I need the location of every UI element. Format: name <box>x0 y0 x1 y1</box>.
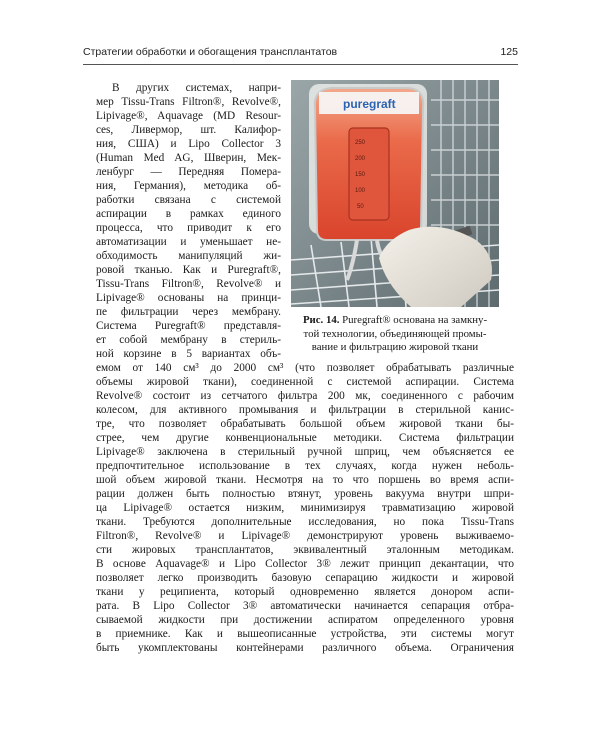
text-line: Filtron®, Revolve® и Lipivage® демонстрируют уровень выживаемо- <box>96 530 514 542</box>
running-header <box>83 46 518 58</box>
text-line: Revolve® состоит из сетчатого фильтра 200 мк, соединенного с рабочим <box>96 390 514 402</box>
text-line: в приемнике. Как и вышеописанные устройства, эти системы могут <box>96 628 514 640</box>
text-line: ет собой мембрану в стериль- <box>96 334 281 346</box>
figure-caption-text: Puregraft® основана на замкну- <box>339 314 488 326</box>
text-line: Tissu-Trans Filtron®, Revolve® и <box>96 278 281 290</box>
scale-mark: 50 <box>357 204 364 210</box>
figure-caption-line-3: вание и фильтрацию жировой ткани <box>311 341 479 353</box>
text-line: Lipivage® заключена в стерильный ручной шприц, чем объясняется ее <box>96 446 514 458</box>
text-line: (Human Med AG, Шверин, Мек- <box>96 152 281 164</box>
text-line: пе фильтрации через мембрану. <box>96 306 281 318</box>
text-line: колесом, для активного промывания и фильтрации в стерильной канис- <box>96 404 514 416</box>
text-line: ткани. Требуются дополнительные исследования, но пока Tissu-Trans <box>96 516 514 528</box>
text-line: сти жировых трансплантатов, эквивалентный эталонным методикам. <box>96 544 514 556</box>
text-line: ровой тканью. Как и Puregraft®, <box>96 264 281 276</box>
text-line: работки связана с системой <box>96 194 281 206</box>
text-line: рата. В Lipo Collector 3® автоматически начинается сепарация отбра- <box>96 600 514 612</box>
text-line: обходимость манипуляций жи- <box>96 250 281 262</box>
page-number: 125 <box>500 46 518 58</box>
text-line: стрее, чем другие конвенциональные методики. Система фильтрации <box>96 432 514 444</box>
text-line: мер Tissu-Trans Filtron®, Revolve®, <box>96 96 281 108</box>
text-line: ces, Ливермор, шт. Калифор- <box>96 124 281 136</box>
puregraft-device-illustration <box>291 80 499 307</box>
text-line: ленбург — Передняя Помера- <box>96 166 281 178</box>
text-line: позволяет легко производить базовую сепарацию жидкости и жировой <box>96 572 514 584</box>
text-line: Lipivage®, Aquavage (MD Resour- <box>96 110 281 122</box>
text-line: ткани у реципиента, который одновременно является донором аспи- <box>96 586 514 598</box>
figure-caption-line-2: той технологии, объединяющей промы- <box>303 327 487 340</box>
scale-mark: 100 <box>355 188 366 194</box>
scale-mark: 200 <box>355 156 366 162</box>
text-line: объемы жировой ткани), соединенной с системой аспирации. Система <box>96 376 514 388</box>
text-line: емом от 140 см³ до 2000 см³ (что позволяет обрабатывать различные <box>96 362 514 374</box>
scale-mark: 250 <box>355 140 366 146</box>
text-line: ния, Германия), методика об- <box>96 180 281 192</box>
text-line: ной корзине в 5 вариантах объ- <box>96 348 281 360</box>
text-line: тре, что позволяет обрабатывать большой объем жировой ткани бы- <box>96 418 514 430</box>
header-rule <box>83 64 518 65</box>
bag-logo-text: puregraft <box>343 97 396 111</box>
text-line: сываемой жидкости при достижении аспиратом определенного уровня <box>96 614 514 626</box>
figure-label: Рис. 14. <box>302 314 340 326</box>
text-line: ния, США) и Lipo Collector 3 <box>96 138 281 150</box>
text-line: Lipivage® основаны на принци- <box>96 292 281 304</box>
text-line: ца Lipivage® остается низким, минимизируя травматизацию жировой <box>96 502 514 514</box>
text-line: шой объем жировой ткани. Несмотря на то что поршень во время аспи- <box>96 474 514 486</box>
scale-mark: 150 <box>355 172 366 178</box>
text-line: Система Puregraft® представля- <box>96 320 281 332</box>
text-line: автоматизации и уменьшает не- <box>96 236 281 248</box>
text-line: В основе Aquavage® и Lipo Collector 3® лежит принцип декантации, что <box>96 558 514 570</box>
text-line: процесса, что приводит к его <box>96 222 281 234</box>
text-line: аспирации в рамках единого <box>96 208 281 220</box>
text-line: быть укомплектованы контейнерами различного объема. Ограничения <box>96 642 514 654</box>
figure-photo <box>291 80 499 307</box>
text-line: предпочтительное использование в тех случаях, когда нужен неболь- <box>96 460 514 472</box>
running-title: Стратегии обработки и обогащения трансплантатов <box>83 46 338 58</box>
text-line: В других системах, напри- <box>112 82 281 94</box>
text-line: рации должен быть полностью втянут, уровень вакуума внутри шпри- <box>96 488 514 500</box>
figure-caption-line-1 <box>291 314 499 328</box>
